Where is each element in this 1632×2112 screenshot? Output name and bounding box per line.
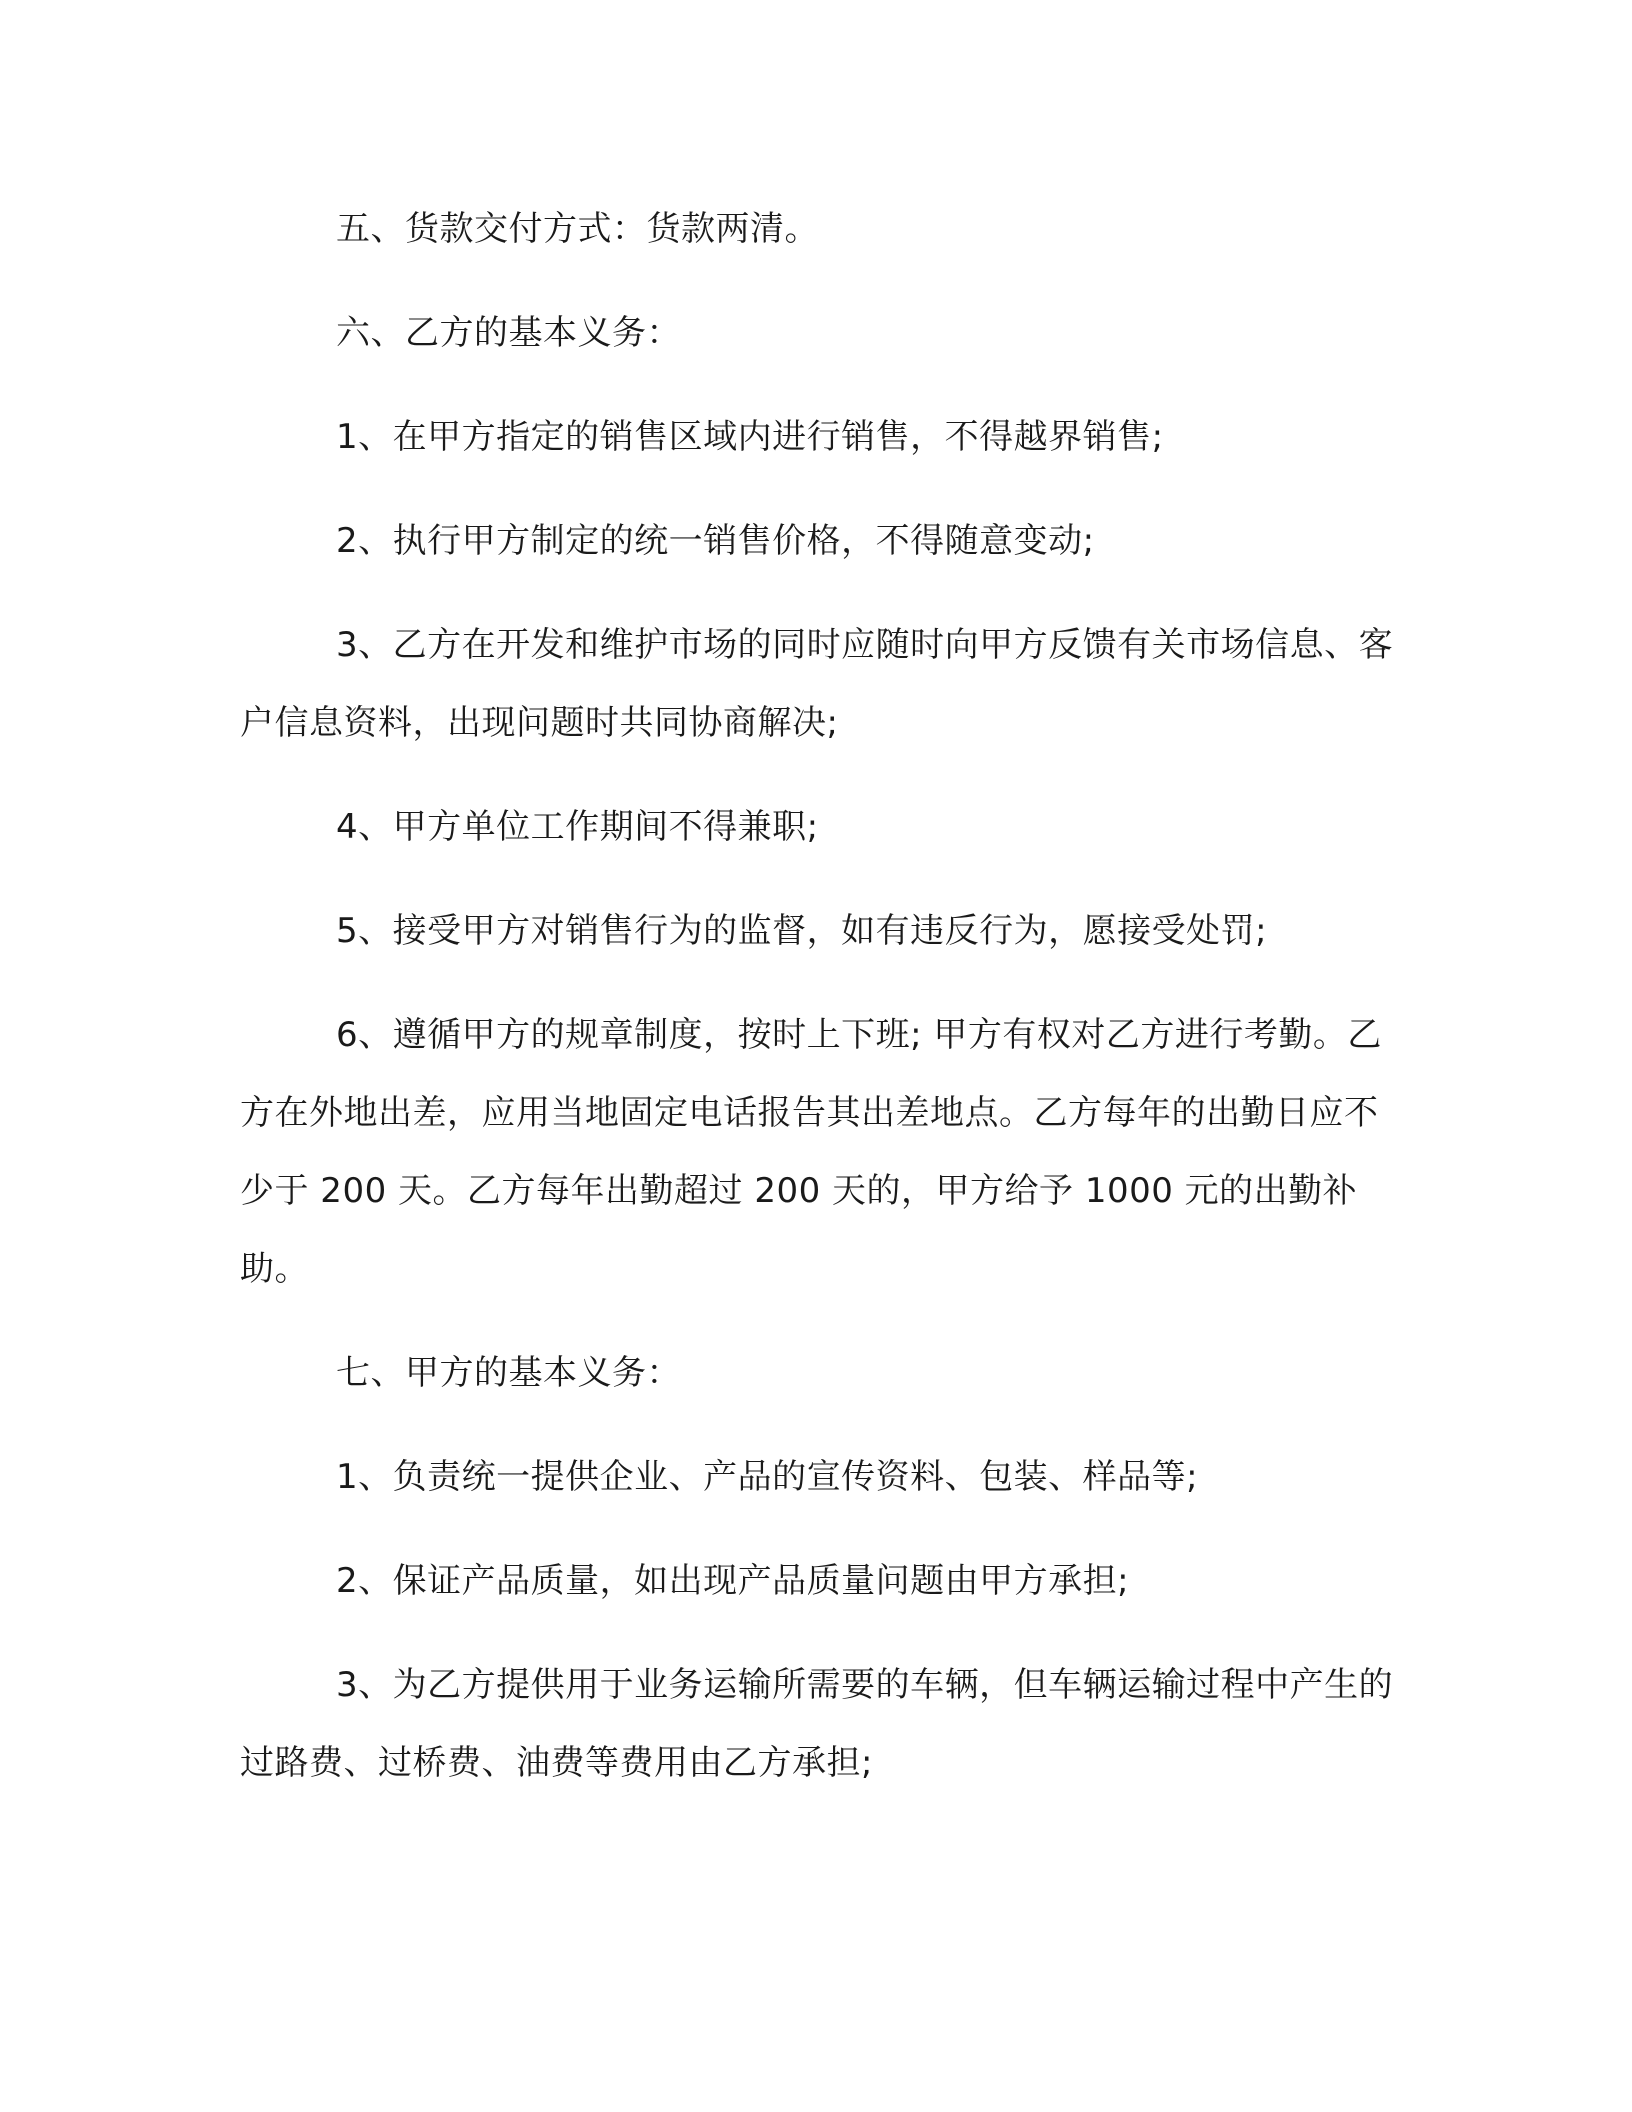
party-b-obligation-5: 5、接受甲方对销售行为的监督，如有违反行为，愿接受处罚; [336, 911, 1268, 951]
party-b-obligation-1: 1、在甲方指定的销售区域内进行销售，不得越界销售; [336, 417, 1164, 457]
party-b-obligation-3: 3、乙方在开发和维护市场的同时应随时向甲方反馈有关市场信息、客户信息资料，出现问题时共同协商解决; [240, 625, 1394, 743]
party-a-obligation-2: 2、保证产品质量，如出现产品质量问题由甲方承担; [336, 1561, 1130, 1601]
section-party-a-obligations-heading: 七、甲方的基本义务： [336, 1353, 681, 1393]
party-a-obligation-1: 1、负责统一提供企业、产品的宣传资料、包装、样品等; [336, 1457, 1199, 1497]
party-b-obligation-4: 4、甲方单位工作期间不得兼职; [336, 807, 819, 847]
section-party-b-obligations-heading: 六、乙方的基本义务： [336, 313, 681, 353]
party-a-obligation-3: 3、为乙方提供用于业务运输所需要的车辆，但车辆运输过程中产生的过路费、过桥费、油费等费用由乙方承担; [240, 1665, 1394, 1783]
party-b-obligation-6: 6、遵循甲方的规章制度，按时上下班; 甲方有权对乙方进行考勤。乙方在外地出差，应用当地固定电话报告其出差地点。乙方每年的出勤日应不少于 200 天。乙方每年出勤超过 200 天的，甲方给予 1000 元的出勤补助。 [240, 1015, 1382, 1289]
party-b-obligation-2: 2、执行甲方制定的统一销售价格，不得随意变动; [336, 521, 1095, 561]
document-body [240, 190, 1410, 1828]
section-payment-method: 五、货款交付方式：货款两清。 [336, 209, 819, 249]
